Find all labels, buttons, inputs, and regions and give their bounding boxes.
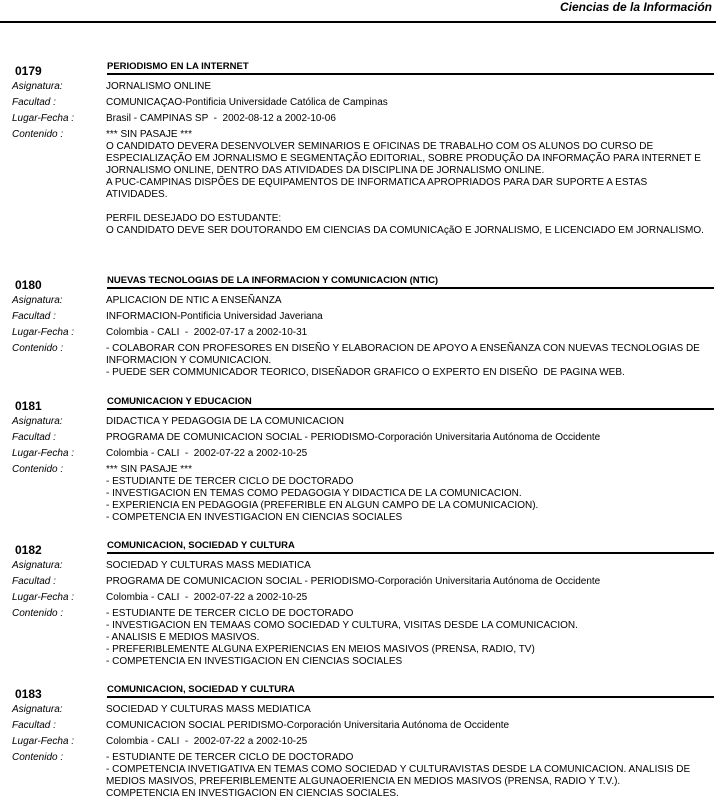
label-facultad: Facultad : [12, 311, 56, 322]
entry-title: COMUNICACION Y EDUCACION [107, 396, 252, 407]
field-contenido [0, 752, 716, 800]
label-contenido: Contenido : [12, 608, 64, 619]
entry-fields [0, 560, 716, 668]
entry-rule [107, 552, 714, 554]
entry-title: COMUNICACION, SOCIEDAD Y CULTURA [107, 540, 295, 551]
value-contenido: - ESTUDIANTE DE TERCER CICLO DE DOCTORADO - COMPETENCIA INVETIGATIVA EN TEMAS COMO SOCIEDAD Y CULTURAVISTAS DESDE LA COMUNICACION. ANALISIS DE MEDIOS MASIVOS, PREFERIBLEMENTE ALGUNAOERIENCIA EN MEDIOS MASIVOS (PRENSA, RADIO Y T.V.). COMPETENCIA EN INVESTIGACION EN CIENCIAS SOCIALES. [106, 752, 691, 799]
entry-number: 0180 [15, 278, 42, 292]
value-asignatura: DIDACTICA Y PEDAGOGIA DE LA COMUNICACION [106, 416, 345, 427]
field-contenido [0, 343, 716, 379]
label-asignatura: Asignatura: [12, 560, 63, 571]
value-asignatura: SOCIEDAD Y CULTURAS MASS MEDIATICA [106, 704, 311, 715]
value-facultad: PROGRAMA DE COMUNICACION SOCIAL - PERIODISMO-Corporación Universitaria Autónoma de Occidente [106, 432, 601, 443]
field-lugar-fecha [0, 736, 716, 752]
field-facultad [0, 97, 716, 113]
value-lugar-fecha: Colombia - CALI - 2002-07-22 a 2002-10-25 [106, 736, 308, 747]
label-facultad: Facultad : [12, 720, 56, 731]
field-contenido [0, 608, 716, 668]
entry-number: 0181 [15, 399, 42, 413]
value-asignatura: SOCIEDAD Y CULTURAS MASS MEDIATICA [106, 560, 311, 571]
entry-rule [107, 408, 714, 410]
entry-title: NUEVAS TECNOLOGIAS DE LA INFORMACION Y COMUNICACION (NTIC) [107, 275, 439, 286]
field-facultad [0, 720, 716, 736]
entry-fields [0, 295, 716, 379]
value-contenido: - COLABORAR CON PROFESORES EN DISEÑO Y ELABORACION DE APOYO A ENSEÑANZA CON NUEVAS TECNOLOGIAS DE INFORMACION Y COMUNICACION. - PUEDE SER COMMUNICADOR TEORICO, DISEÑADOR GRAFICO O EXPERTO EN DISEÑO DE PAGINA WEB. [106, 343, 700, 378]
field-lugar-fecha [0, 592, 716, 608]
field-contenido [0, 129, 716, 237]
field-facultad [0, 576, 716, 592]
entry-fields [0, 81, 716, 237]
entry-rule [107, 287, 714, 289]
label-lugar-fecha: Lugar-Fecha : [12, 736, 75, 747]
entry-fields [0, 416, 716, 524]
value-asignatura: JORNALISMO ONLINE [106, 81, 212, 92]
entry-fields [0, 704, 716, 800]
label-facultad: Facultad : [12, 432, 56, 443]
value-contenido: *** SIN PASAJE *** - ESTUDIANTE DE TERCER CICLO DE DOCTORADO - INVESTIGACION EN TEMAS COMO PEDAGOGIA Y DIDACTICA DE LA COMUNICACION. - EXPERIENCIA EN PEDAGOGIA (PREFERIBLE EN ALGUN CAMPO DE LA COMUNICACION). - COMPETENCIA EN INVESTIGACION EN CIENCIAS SOCIALES [106, 464, 539, 523]
label-asignatura: Asignatura: [12, 295, 63, 306]
field-contenido [0, 464, 716, 524]
field-facultad [0, 311, 716, 327]
label-asignatura: Asignatura: [12, 81, 63, 92]
header-rule [0, 21, 716, 23]
field-facultad [0, 432, 716, 448]
label-contenido: Contenido : [12, 752, 64, 763]
value-facultad: PROGRAMA DE COMUNICACION SOCIAL - PERIODISMO-Corporación Universitaria Autónoma de Occidente [106, 576, 601, 587]
entry-number: 0183 [15, 687, 42, 701]
field-lugar-fecha [0, 113, 716, 129]
field-asignatura [0, 560, 716, 576]
entry-rule [107, 696, 714, 698]
label-lugar-fecha: Lugar-Fecha : [12, 592, 75, 603]
value-lugar-fecha: Colombia - CALI - 2002-07-17 a 2002-10-31 [106, 327, 308, 338]
field-asignatura [0, 416, 716, 432]
value-lugar-fecha: Colombia - CALI - 2002-07-22 a 2002-10-25 [106, 448, 308, 459]
field-asignatura [0, 295, 716, 311]
value-contenido: *** SIN PASAJE *** O CANDIDATO DEVERA DESENVOLVER SEMINARIOS E OFICINAS DE TRABALHO COM OS ALUNOS DO CURSO DE ESPECIALIZAÇÃO EM JORNALISMO E SEGMENTAÇÃO EDITORIAL, SOBRE PRODUÇÃO DA INFORMAÇÃO PARA INTERNET E JORNALISMO ONLINE, DENTRO DAS ATIVIDADES DA DISCIPLINA DE JORNALISMO ONLINE. A PUC-CAMPINAS DISPÕES DE EQUIPAMENTOS DE INFORMATICA APROPRIADOS PARA DAR SUPORTE A ESTAS ATIVIDADES. PERFIL DESEJADO DO ESTUDANTE: O CANDIDATO DEVE SER DOUTORANDO EM CIENCIAS DA COMUNICAçãO E JORNALISMO, E LICENCIADO EM JORNALISMO. [106, 129, 704, 236]
entry-title: COMUNICACION, SOCIEDAD Y CULTURA [107, 684, 295, 695]
field-lugar-fecha [0, 327, 716, 343]
field-asignatura [0, 81, 716, 97]
value-contenido: - ESTUDIANTE DE TERCER CICLO DE DOCTORADO - INVESTIGACION EN TEMAAS COMO SOCIEDAD Y CULTURA, VISITAS DESDE LA COMUNICACION. - ANALISIS E MEDIOS MASIVOS. - PREFERIBLEMENTE ALGUNA EXPERIENCIAS EN MEIOS MASIVOS (PRENSA, RADIO, TV) - COMPETENCIA EN INVESTIGACION EN CIENCIAS SOCIALES [106, 608, 578, 667]
label-lugar-fecha: Lugar-Fecha : [12, 113, 75, 124]
field-lugar-fecha [0, 448, 716, 464]
field-asignatura [0, 704, 716, 720]
entry-title: PERIODISMO EN LA INTERNET [107, 61, 249, 72]
value-lugar-fecha: Colombia - CALI - 2002-07-22 a 2002-10-25 [106, 592, 308, 603]
label-asignatura: Asignatura: [12, 704, 63, 715]
label-lugar-fecha: Lugar-Fecha : [12, 327, 75, 338]
value-lugar-fecha: Brasil - CAMPINAS SP - 2002-08-12 a 2002-10-06 [106, 113, 336, 124]
label-asignatura: Asignatura: [12, 416, 63, 427]
label-facultad: Facultad : [12, 97, 56, 108]
label-facultad: Facultad : [12, 576, 56, 587]
value-facultad: INFORMACION-Pontificia Universidad Javeriana [106, 311, 323, 322]
page-header-title: Ciencias de la Información [559, 0, 712, 14]
value-facultad: COMUNICACION SOCIAL PERIDISMO-Corporación Universitaria Autónoma de Occidente [106, 720, 510, 731]
entry-number: 0179 [15, 64, 42, 78]
label-contenido: Contenido : [12, 129, 64, 140]
value-asignatura: APLICACION DE NTIC A ENSEÑANZA [106, 295, 282, 306]
entry-rule [107, 73, 714, 75]
label-contenido: Contenido : [12, 464, 64, 475]
entry-number: 0182 [15, 543, 42, 557]
label-contenido: Contenido : [12, 343, 64, 354]
label-lugar-fecha: Lugar-Fecha : [12, 448, 75, 459]
value-facultad: COMUNICAÇAO-Pontificia Universidade Católica de Campinas [106, 97, 388, 108]
